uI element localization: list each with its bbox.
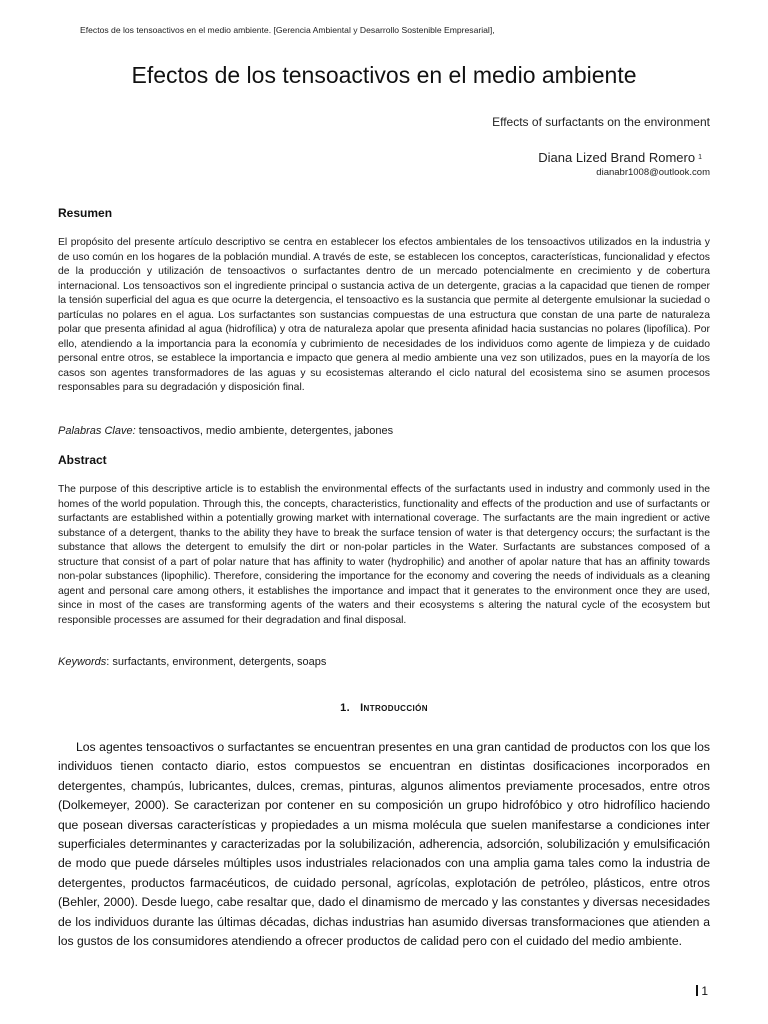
author-name: Diana Lized Brand Romero [538,150,696,165]
resumen-text: El propósito del presente artículo descriptivo se centra en establecer los efectos ambientales de los tensoactivos utilizados en la industria y de uso común en los hogares de la población mundial. A través de este, se establecen los conceptos, características, funcionalidad y efectos de la producción y utilización de tensoactivos o surfactantes dentro de un mercado potencialmente en crecimiento y de cobertura internacional. Los tensoactivos son el ingrediente principal o sustancia activa de un detergente, gracias a la capacidad que tienen de romper la tensión superficial del agua es que ocurre la detergencia, el tensoactivo es la sustancia que permite al detergente emulsionar la suciedad o partículas no polares en el agua. Los surfactantes son sustancias compuestas de una estructura que constan de una parte de naturaleza polar que presenta afinidad al agua (hidrofílica) y otra de naturaleza apolar que presenta afinidad hacia sustancias no polares (lipofílica). Por ello, atendiendo a la importancia para la economía y cubrimiento de necesidades de los individuos como agente de limpieza y de cuidado personal entre otros, se establece la importancia e impacto que genera al medio ambiente una vez son utilizados, pues en la mayoría de los casos son agentes transformadores de las aguas y su ecosistemas alterando el ciclo natural del ecosistema sino se asumen procesos responsables para su degradación y disposición final. [58,237,710,393]
keywords [58,656,326,668]
resumen-heading: Resumen [58,206,113,220]
keywords-values: : surfactants, environment, detergents, soaps [106,656,327,668]
abstract-text: The purpose of this descriptive article is to establish the environmental effects of the surfactants used in industry and commonly used in the homes of the world population. Through this, the concepts, characteristics, functionality and effects of the production and use of surfactants or surfactants are established within a potentially growing market with international coverage. The surfactants are the main ingredient or active substance of a detergent, thanks to the ability they have to break the surface tension of water is that detergency occurs; the surfactant is the substance that allows the detergent to emulsify the dirt or non-polar particles in the Water. Surfactants are substances composed of a structure that consist of a part of polar nature that has affinity to water (hydrophilic) and another of apolar nature that has an affinity towards non-polar substances (lipophilic). Therefore, considering the importance for the economy and covering the needs of individuals as a cleaning agent and personal care among others, it establishes the importance and impact that it generates to the environment once they are used, since in most of the cases are transforming agents of the waters and their ecosystems s altering the natural cycle of the ecosystem but responsible processes are assumed for their degradation and final disposal. [58,484,710,626]
author-footnote-mark: 1 [698,154,702,161]
author-line [538,150,702,165]
palabras-clave-values: tensoactivos, medio ambiente, detergentes, jabones [138,425,394,437]
page-number [696,984,708,998]
palabras-clave [58,425,393,437]
introduccion-paragraph: Los agentes tensoactivos o surfactantes se encuentran presentes en una gran cantidad de productos con los que los individuos tienen contacto diario, estos compuestos se encuentran en distintas dosificaciones incorporados en detergentes, champús, lubricantes, dulces, cremas, pinturas, algunos alimentos previamente procesados, entre otros (Dolkemeyer, 2000). Se caracterizan por contener en su composición un grupo hidrofóbico y otro hidrofílico haciendo que posean diversas características y propiedades a un misma molécula que suelen manifestarse a condiciones inter superficiales determinantes y caracterizadas por la solubilización, adherencia, adsorción, solubilización y emulsificación de modo que puede dárseles múltiples usos industriales relacionados con una amplia gama tales como la industria de detergentes, productos farmacéuticos, de cuidado personal, agrícolas, explotación de petróleo, plásticos, entre otros (Behler, 2000). Desde luego, cabe resaltar que, dado el dinamismo de mercado y las constantes y diversas necesidades de los individuos durante las últimas décadas, dichas industrias han asumido diversas transformaciones que atienden a los gustos de los consumidores atendiendo a ofrecer productos de calidad pero con el cuidado del medio ambiente. [58,740,710,949]
section-number: 1. [340,702,351,714]
section-title: Introducción [360,702,428,714]
english-title: Effects of surfactants on the environment [492,115,710,129]
paper-title: Efectos de los tensoactivos en el medio ambiente [131,62,637,88]
keywords-label: Keywords [58,656,107,668]
running-header: Efectos de los tensoactivos en el medio ambiente. [Gerencia Ambiental y Desarrollo Sostenible Empresarial], [80,25,495,35]
introduccion-heading [0,702,768,714]
palabras-clave-label: Palabras Clave: [58,425,136,437]
author-email: dianabr1008@outlook.com [596,167,710,178]
abstract-heading: Abstract [58,453,107,467]
page-number-bar [696,985,698,996]
page-number-value: 1 [701,984,708,998]
